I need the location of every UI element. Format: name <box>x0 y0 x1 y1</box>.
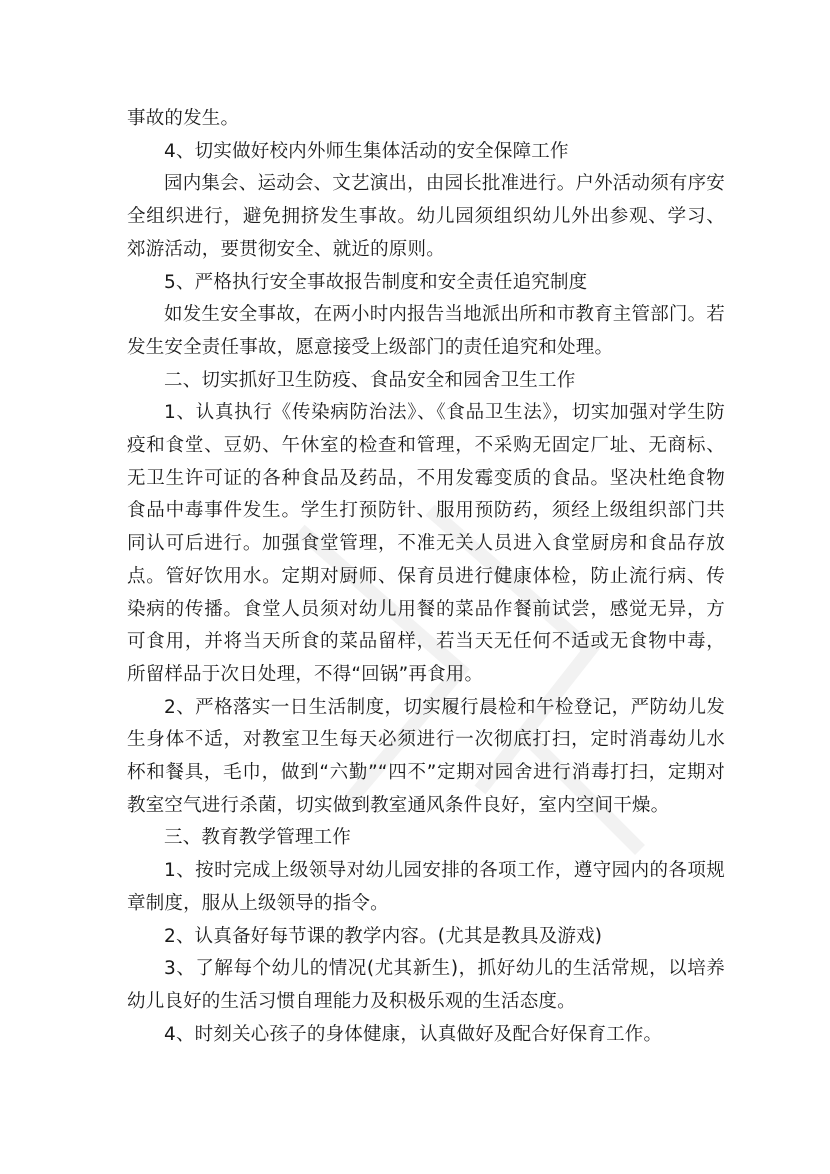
paragraph-teaching-3: 3、了解每个幼儿的情况(尤其新生)，抓好幼儿的生活常规，以培养幼儿良好的生活习惯自理能力及积极乐观的生活态度。 <box>127 958 725 1012</box>
section-heading-teaching: 三、教育教学管理工作 <box>164 827 352 849</box>
paragraph-activity-rules: 园内集会、运动会、文艺演出，由园长批准进行。户外活动须有序安全组织进行，避免拥挤发生事故。幼儿园须组织幼儿外出参观、学习、郊游活动，要贯彻安全、就近的原则。 <box>127 173 726 260</box>
section-heading-hygiene: 二、切实抓好卫生防疫、食品安全和园舍卫生工作 <box>164 369 576 391</box>
paragraph-daily-routine: 2、严格落实一日生活制度，切实履行晨检和午检登记，严防幼儿发生身体不适，对教室卫生每天必须进行一次彻底打扫，定时消毒幼儿水杯和餐具，毛巾，做到“六勤”“四不”定期对园舍进行消毒打扫，定期对教室空气进行杀菌，切实做到教室通风条件良好，室内空间干燥。 <box>127 696 725 816</box>
paragraph-accident-reporting: 如发生安全事故，在两小时内报告当地派出所和市教育主管部门。若发生安全责任事故，愿意接受上级部门的责任追究和处理。 <box>127 304 726 358</box>
paragraph-continuation: 事故的发生。 <box>127 108 240 129</box>
paragraph-food-safety: 1、认真执行《传染病防治法》、《食品卫生法》，切实加强对学生防疫和食堂、豆奶、午休室的检查和管理，不采购无固定厂址、无商标、无卫生许可证的各种食品及药品，不用发霉变质的食品。坚决杜绝食物食品中毒事件发生。学生打预防针、服用预防药，须经上级组织部门共同认可后进行。加强食堂管理，不准无关人员进入食堂厨房和食品存放点。管好饮用水。定期对厨师、保育员进行健康体检，防止流行病、传染病的传播。食堂人员须对幼儿用餐的菜品作餐前试尝，感觉无异，方可食用，并将当天所食的菜品留样，若当天无任何不适或无食物中毒，所留样品于次日处理，不得“回锅”再食用。 <box>127 402 725 685</box>
paragraph-teaching-4: 4、时刻关心孩子的身体健康，认真做好及配合好保育工作。 <box>164 1023 663 1045</box>
heading-item-5-accident-reporting: 5、严格执行安全事故报告制度和安全责任追究制度 <box>164 271 588 293</box>
paragraph-teaching-1: 1、按时完成上级领导对幼儿园安排的各项工作，遵守园内的各项规章制度，服从上级领导的指令。 <box>127 860 725 914</box>
paragraph-teaching-2: 2、认真备好每节课的教学内容。(尤其是教具及游戏) <box>164 925 603 947</box>
document-body <box>127 103 725 1051</box>
heading-item-4-activity-safety: 4、切实做好校内外师生集体活动的安全保障工作 <box>164 140 569 162</box>
